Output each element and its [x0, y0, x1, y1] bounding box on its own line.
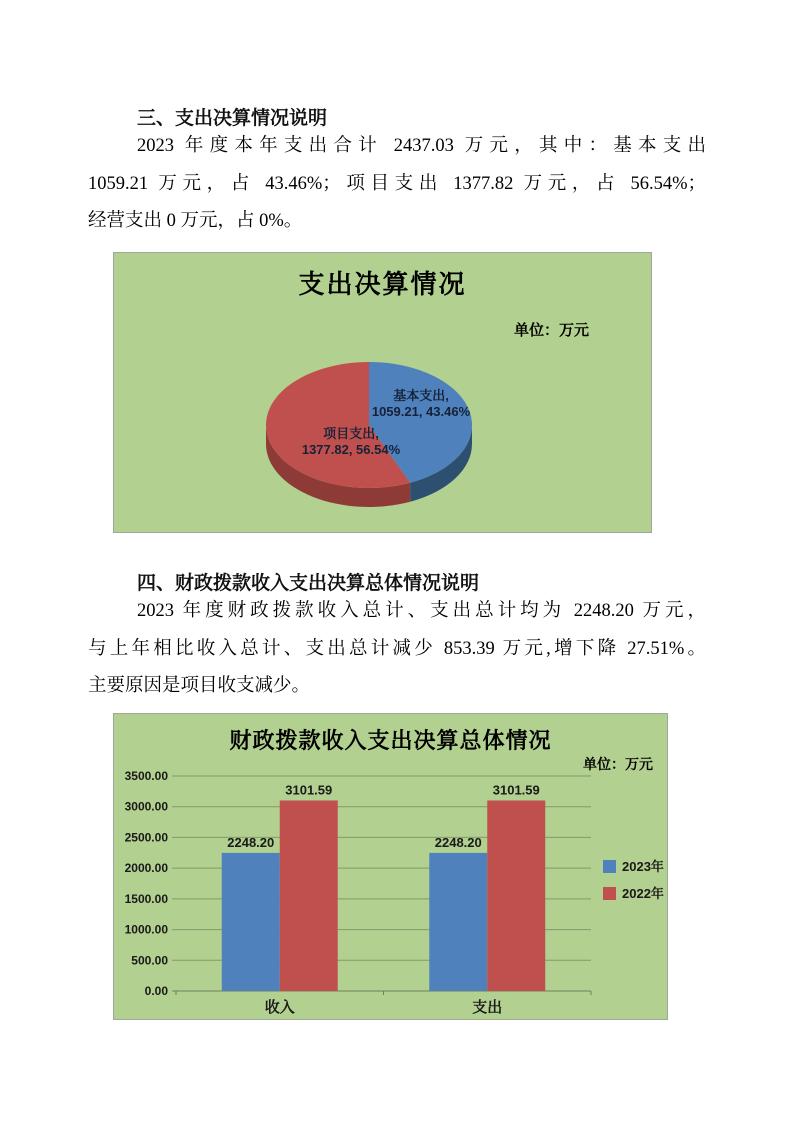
bar-收入-2023年 [222, 853, 280, 991]
y-axis-tick-label: 1500.00 [124, 891, 168, 906]
bar-支出-2023年 [429, 853, 487, 991]
paragraph-line: 2023 年度财政拨款收入总计、支出总计均为 2248.20 万元， [137, 601, 706, 621]
y-axis-tick-label: 500.00 [131, 953, 168, 968]
pie-chart-title: 支出决算情况 [298, 269, 467, 299]
legend-swatch [603, 887, 616, 900]
fiscal-bar-chart [113, 713, 668, 1020]
bar-支出-2022年 [487, 800, 545, 991]
pie-chart-unit-label: 单位：万元 [513, 322, 589, 339]
paragraph-line: 2023 年度本年支出合计 2437.03 万元，其中：基本支出 [137, 136, 706, 156]
y-axis-tick-label: 3000.00 [124, 799, 168, 814]
section3-heading: 三、支出决算情况说明 [137, 108, 328, 129]
legend-swatch [603, 860, 616, 873]
y-axis-tick-label: 0.00 [144, 984, 168, 998]
x-axis-category-label: 收入 [264, 999, 295, 1016]
bar-data-label: 2248.20 [227, 834, 275, 850]
paragraph-line: 经营支出 0 万元，占 0%。 [88, 211, 303, 231]
bar-收入-2022年 [280, 800, 338, 991]
pie-slice-label: 项目支出, [323, 426, 379, 441]
paragraph-line: 与上年相比收入总计、支出总计减少 853.39 万元,增下降 27.51%。 [88, 638, 706, 659]
bar-chart-title: 财政拨款收入支出决算总体情况 [229, 728, 552, 753]
y-axis-tick-label: 1000.00 [124, 922, 168, 937]
y-axis-tick-label: 2500.00 [124, 830, 168, 845]
y-axis-tick-label: 3500.00 [124, 769, 168, 783]
pie-slice-label: 基本支出, [393, 388, 449, 403]
bar-chart-unit-label: 单位：万元 [583, 756, 653, 772]
y-axis-tick-label: 2000.00 [124, 861, 168, 876]
expenditure-pie-chart [113, 252, 652, 533]
bar-data-label: 2248.20 [434, 834, 482, 850]
section3-paragraph [88, 128, 706, 241]
bar-data-label: 3101.59 [285, 782, 333, 798]
pie-slice-label: 1377.82, 56.54% [301, 442, 401, 457]
legend-label: 2022年 [622, 886, 664, 901]
legend-label: 2023年 [622, 859, 664, 874]
section4-heading: 四、财政拨款收入支出决算总体情况说明 [137, 573, 480, 594]
section4-paragraph [88, 593, 706, 706]
paragraph-line: 主要原因是项目收支减少。 [88, 676, 311, 696]
pie-slice-label: 1059.21, 43.46% [371, 404, 471, 419]
bar-data-label: 3101.59 [492, 782, 540, 798]
paragraph-line: 1059.21 万元，占 43.46%；项目支出 1377.82 万元，占 56.54%； [88, 173, 706, 194]
x-axis-category-label: 支出 [472, 999, 503, 1016]
